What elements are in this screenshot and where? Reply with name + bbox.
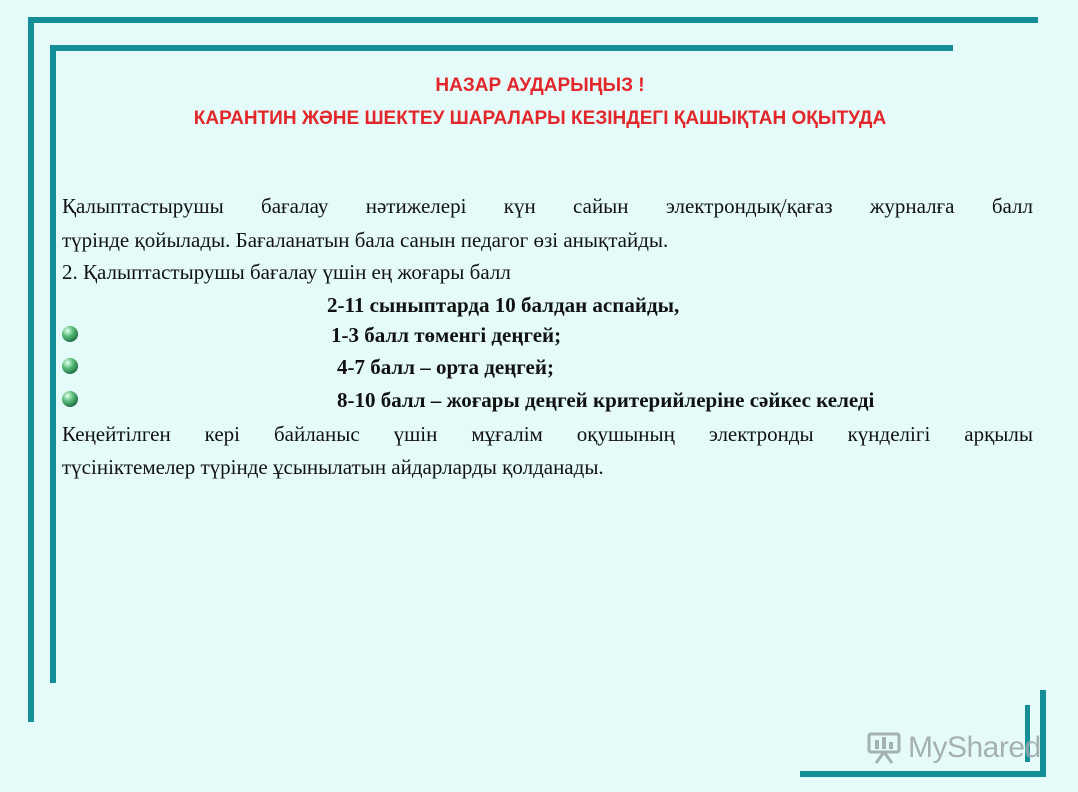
paragraph-1-line-1: Қалыптастырушы бағалау нәтижелері күн сайын электрондық/қағаз журналға балл: [62, 194, 1033, 218]
frame-top-outer: [28, 17, 1038, 23]
green-bullet-icon: [62, 326, 78, 342]
point-2: 2. Қалыптастырушы бағалау үшін ең жоғары балл: [62, 260, 511, 284]
frame-top-inner: [50, 45, 953, 51]
frame-bottom-outer: [800, 771, 1046, 777]
bullet-item-2: 4-7 балл – орта деңгей;: [337, 355, 554, 379]
presentation-board-icon: [866, 731, 902, 765]
title-line-2: КАРАНТИН ЖӘНЕ ШЕКТЕУ ШАРАЛАРЫ КЕЗІНДЕГІ ҚАШЫҚТАН ОҚЫТУДА: [193, 108, 887, 129]
point-2-subline: 2-11 сыныптарда 10 балдан аспайды,: [327, 293, 680, 317]
green-bullet-icon: [62, 391, 78, 407]
title-line-1: НАЗАР АУДАРЫҢЫЗ !: [435, 75, 645, 96]
green-bullet-icon: [62, 358, 78, 374]
myshared-watermark: [866, 728, 1041, 768]
frame-left-inner: [50, 45, 56, 683]
paragraph-1-line-2: түрінде қойылады. Бағаланатын бала санын педагог өзі анықтайды.: [62, 228, 669, 252]
watermark-brand-text: MyShared: [908, 731, 1041, 764]
bullet-item-3: 8-10 балл – жоғары деңгей критерийлеріне сәйкес келеді: [337, 388, 875, 412]
paragraph-3-line-1: Кеңейтілген кері байланыс үшін мұғалім оқушының электронды күнделігі арқылы: [62, 422, 1033, 446]
frame-left-outer: [28, 17, 34, 722]
paragraph-3-line-2: түсініктемелер түрінде ұсынылатын айдарларды қолданады.: [62, 455, 604, 479]
bullet-item-1: 1-3 балл төменгі деңгей;: [331, 323, 562, 347]
